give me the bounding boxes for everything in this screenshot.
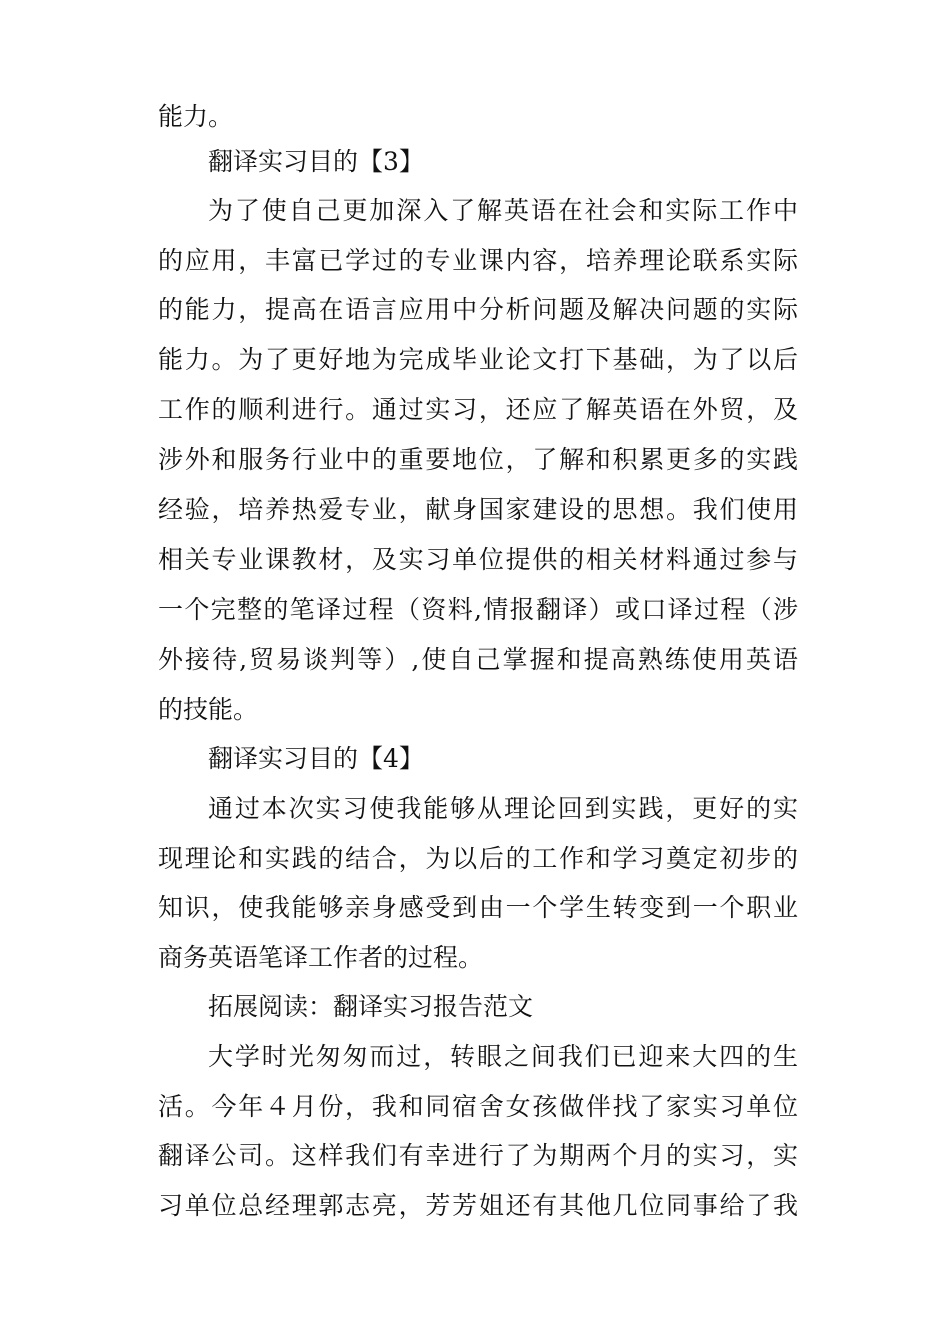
text-line: 的应用，丰富已学过的专业课内容，培养理论联系实际 (158, 246, 798, 275)
text-line: 知识，使我能够亲身感受到由一个学生转变到一个职业 (158, 893, 798, 922)
text-line: 工作的顺利进行。通过实习，还应了解英语在外贸，及 (158, 395, 798, 424)
text-line: 的技能。 (158, 695, 259, 724)
text-line: 翻译公司。这样我们有幸进行了为期两个月的实习，实 (158, 1141, 798, 1170)
text-line: 现理论和实践的结合，为以后的工作和学习奠定初步的 (158, 844, 798, 873)
text-line: 习单位总经理郭志亮，芳芳姐还有其他几位同事给了我 (158, 1191, 798, 1220)
text-line: 商务英语笔译工作者的过程。 (158, 943, 484, 972)
text-line: 通过本次实习使我能够从理论回到实践，更好的实 (208, 794, 798, 823)
text-line: 的能力，提高在语言应用中分析问题及解决问题的实际 (158, 295, 798, 324)
section-heading: 翻译实习目的【3】 (208, 147, 424, 176)
text-line: 能力。 (158, 102, 234, 131)
section-heading: 拓展阅读：翻译实习报告范文 (208, 992, 534, 1021)
text-line: 活。今年４月份，我和同宿舍女孩做伴找了家实习单位 (158, 1092, 798, 1121)
text-line: 涉外和服务行业中的重要地位，了解和积累更多的实践 (158, 445, 798, 474)
text-line: 相关专业课教材，及实习单位提供的相关材料通过参与 (158, 545, 798, 574)
text-line: 经验，培养热爱专业，献身国家建设的思想。我们使用 (158, 495, 798, 524)
section-heading: 翻译实习目的【4】 (208, 744, 424, 773)
text-line: 一个完整的笔译过程（资料,情报翻译）或口译过程（涉 (158, 595, 798, 624)
text-line: 外接待,贸易谈判等）,使自己掌握和提高熟练使用英语 (158, 645, 798, 674)
text-line: 能力。为了更好地为完成毕业论文打下基础，为了以后 (158, 345, 798, 374)
text-line: 大学时光匆匆而过，转眼之间我们已迎来大四的生 (208, 1042, 798, 1071)
text-line: 为了使自己更加深入了解英语在社会和实际工作中 (208, 196, 798, 225)
